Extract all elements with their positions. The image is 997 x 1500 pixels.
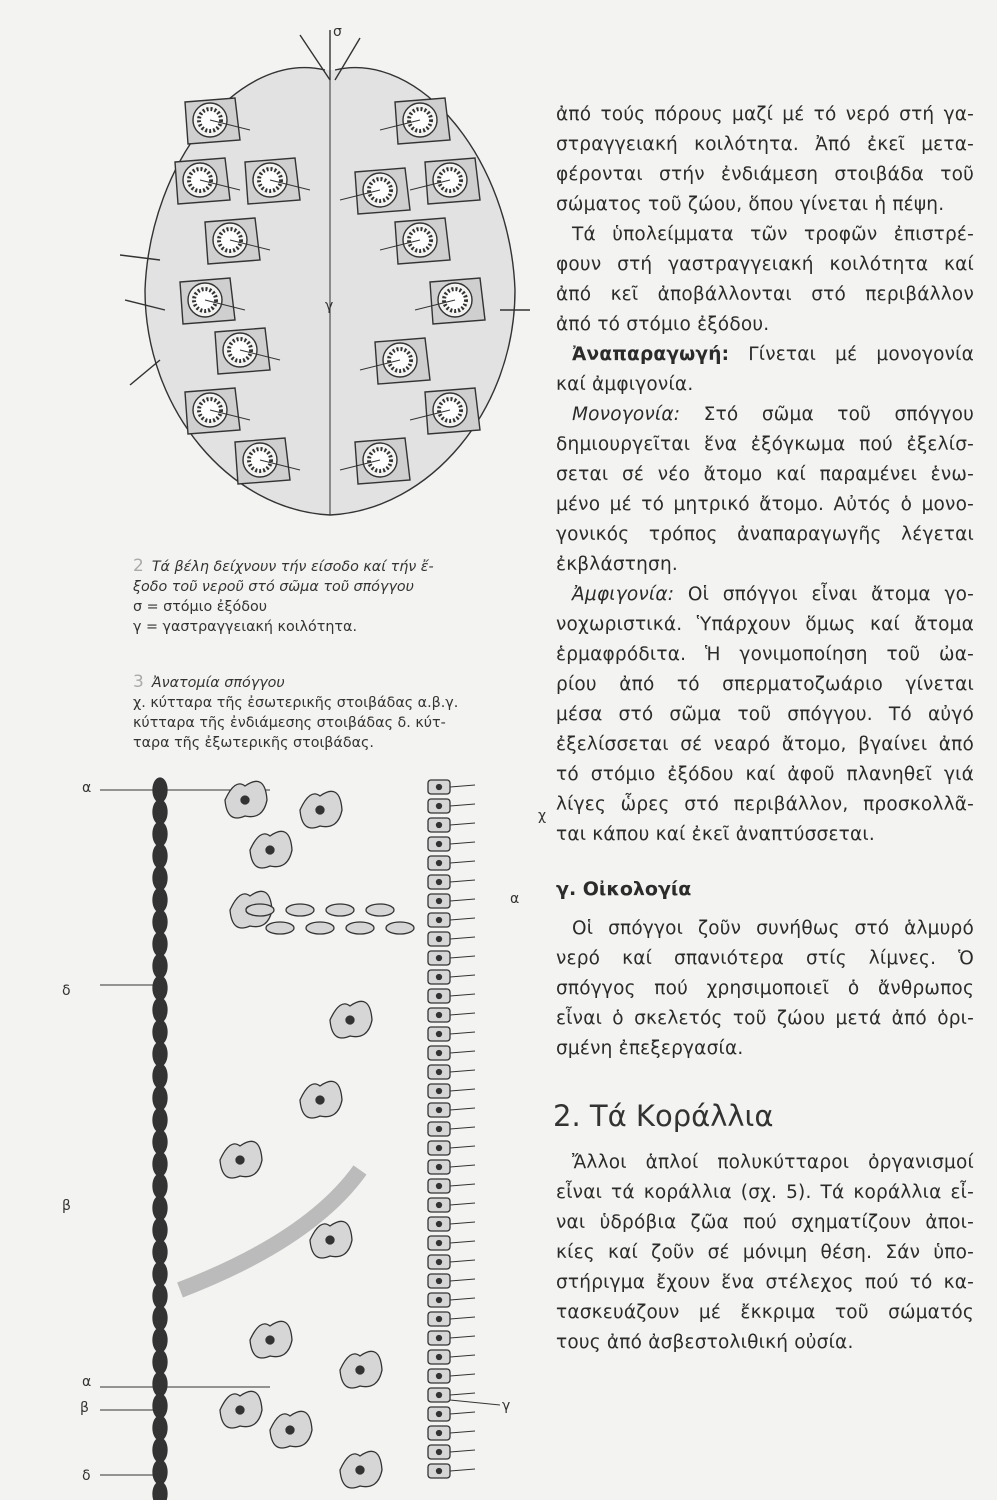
caption-legend-gamma: γ = γαστραγγειακή κοιλότητα. <box>133 619 357 635</box>
text-line: φέρονται στήν ἐνδιάμεση στοιβάδα τοῦ <box>556 164 974 185</box>
label-sigma: σ <box>333 24 342 40</box>
text-line: κίες καί ζοῦν σέ μόνιμη θέση. Σάν ὑπο- <box>556 1242 974 1263</box>
paragraph-lead: Ἀναπαραγωγή: <box>572 344 730 365</box>
text-line: νερό καί σπανιότερα στίς λίμνες. Ὁ <box>556 948 974 969</box>
text-line: Ἄλλοι ἁπλοί πολυκύτταροι ὀργανισμοί <box>572 1152 974 1173</box>
caption-line: χ. κύτταρα τῆς ἐσωτερικῆς στοιβάδας α.β.γ. <box>133 695 459 711</box>
text-line: φουν στή γαστραγγειακή κοιλότητα καί <box>556 254 974 275</box>
text-line: δημιουργεῖται ἕνα ἐξόγκωμα πού ἐξελίσ- <box>556 434 974 455</box>
figure-3-caption <box>133 672 458 753</box>
label-beta: β <box>62 1198 71 1214</box>
text-line: ρίου ἀπό τό σπερματοζωάριο γίνεται <box>556 674 974 695</box>
body-text-ecology <box>556 914 974 1064</box>
text-line: ἀπό τό στόμιο ἐξόδου. <box>556 314 770 335</box>
text-line <box>556 400 974 430</box>
text-line: γονικός τρόπος ἀναπαραγωγῆς λέγεται <box>556 524 974 545</box>
line-text: Στό σῶμα τοῦ σπόγγου <box>680 404 974 425</box>
label-alpha: α <box>82 1374 92 1390</box>
text-line: στήριγμα ἔχουν ἕνα στέλεχος πού τό κα- <box>556 1272 974 1293</box>
text-line: στραγγειακή κοιλότητα. Ἀπό ἐκεῖ μετα- <box>556 134 974 155</box>
paragraph-lead: Ἀμφιγονία: <box>572 584 675 605</box>
text-line: ἑρμαφρόδιτα. Ἡ γονιμοποίηση τοῦ ὠα- <box>556 644 974 665</box>
label-alpha: α <box>510 891 520 907</box>
text-line: καί ἀμφιγονία. <box>556 374 694 395</box>
text-line: ναι ὑδρόβια ζῶα πού σχηματίζουν ἀποι- <box>556 1212 974 1233</box>
caption-line: Τά βέλη δείχνουν τήν είσοδο καί τήν ἔ- <box>151 559 434 575</box>
label-delta: δ <box>62 983 71 999</box>
section-heading-ecology: γ. Οἰκολογία <box>556 878 692 900</box>
text-line: λίγες ὧρες στό περιβάλλον, προσκολλᾶ- <box>556 794 974 815</box>
text-line: μένο μέ τό μητρικό ἄτομο. Αὐτός ὁ μονο- <box>556 494 974 515</box>
caption-legend-sigma: σ = στόμιο ἐξόδου <box>133 599 267 615</box>
text-line: τασκευάζουν μέ ἔκκριμα τοῦ σώματός <box>556 1302 974 1323</box>
label-delta: δ <box>82 1468 91 1484</box>
caption-line: ταρα τῆς ἐξωτερικῆς στοιβάδας. <box>133 735 374 751</box>
caption-line: ξοδο τοῦ νεροῦ στό σῶμα τοῦ σπόγγου <box>133 579 414 595</box>
text-line: Τά ὑπολείμματα τῶν τροφῶν ἐπιστρέ- <box>572 224 974 245</box>
text-line: ἐκβλάστηση. <box>556 554 678 575</box>
text-line: Οἱ σπόγγοι ζοῦν συνήθως στό ἁλμυρό <box>572 918 974 939</box>
text-line: σεται σέ νέο ἄτομο καί παραμένει ἑνω- <box>556 464 974 485</box>
text-line <box>556 580 974 610</box>
text-line: εἶναι τά κοράλλια (σχ. 5). Τά κοράλλια εἶ- <box>556 1182 974 1203</box>
figure-number: 3 <box>133 672 144 692</box>
paragraph-lead: Μονογονία: <box>572 404 681 425</box>
text-line: σπόγγος πού χρησιμοποιεῖ ὁ ἄνθρωπος <box>556 978 974 999</box>
caption-title: Ἀνατομία σπόγγου <box>151 675 285 691</box>
figure-sponge-water-flow <box>120 10 540 540</box>
label-gamma: γ <box>325 298 334 314</box>
figure-2-caption <box>133 556 434 637</box>
text-line: σώματος τοῦ ζώου, ὅπου γίνεται ἡ πέψη. <box>556 194 945 215</box>
label-gamma: γ <box>502 1398 511 1414</box>
text-line: ἀπό κεῖ ἀποβάλλονται στό περιβάλλον <box>556 284 974 305</box>
line-text: Οἱ σπόγγοι εἶναι ἄτομα γο- <box>674 584 974 605</box>
figure-sponge-anatomy <box>60 770 550 1500</box>
text-line: ἐξελίσσεται σέ νεαρό ἄτομο, βγαίνει ἀπό <box>556 734 974 755</box>
text-line: σμένη ἐπεξεργασία. <box>556 1038 744 1059</box>
text-line: ἀπό τούς πόρους μαζί μέ τό νερό στή γα- <box>556 104 974 125</box>
section-heading-corals: 2. Τά Κοράλλια <box>553 1099 774 1133</box>
text-line: μέσα στό σῶμα τοῦ σπόγγου. Τό αὐγό <box>556 704 974 725</box>
body-text-corals <box>556 1148 974 1358</box>
text-line: εἶναι ὁ σκελετός τοῦ ζώου μετά ἀπό ὁρι- <box>556 1008 974 1029</box>
body-text-digestion-reproduction <box>556 100 974 850</box>
text-line: νοχωριστικά. Ὑπάρχουν ὅμως καί ἄτομα <box>556 614 974 635</box>
text-line: ται κάπου καί ἐκεῖ ἀναπτύσσεται. <box>556 824 875 845</box>
text-line: τό στόμιο ἐξόδου καί ἀφοῦ πλανηθεῖ γιά <box>556 764 974 785</box>
line-text: Γίνεται μέ μονογονία <box>729 344 974 365</box>
label-beta: β <box>80 1400 89 1416</box>
text-line <box>556 340 974 370</box>
caption-line: κύτταρα τῆς ἐνδιάμεσης στοιβάδας δ. κύτ- <box>133 715 446 731</box>
label-alpha: α <box>82 780 92 796</box>
label-chi: χ <box>538 808 547 824</box>
text-line: τους ἀπό ἀσβεστολιθική οὐσία. <box>556 1332 854 1353</box>
figure-number: 2 <box>133 556 144 576</box>
